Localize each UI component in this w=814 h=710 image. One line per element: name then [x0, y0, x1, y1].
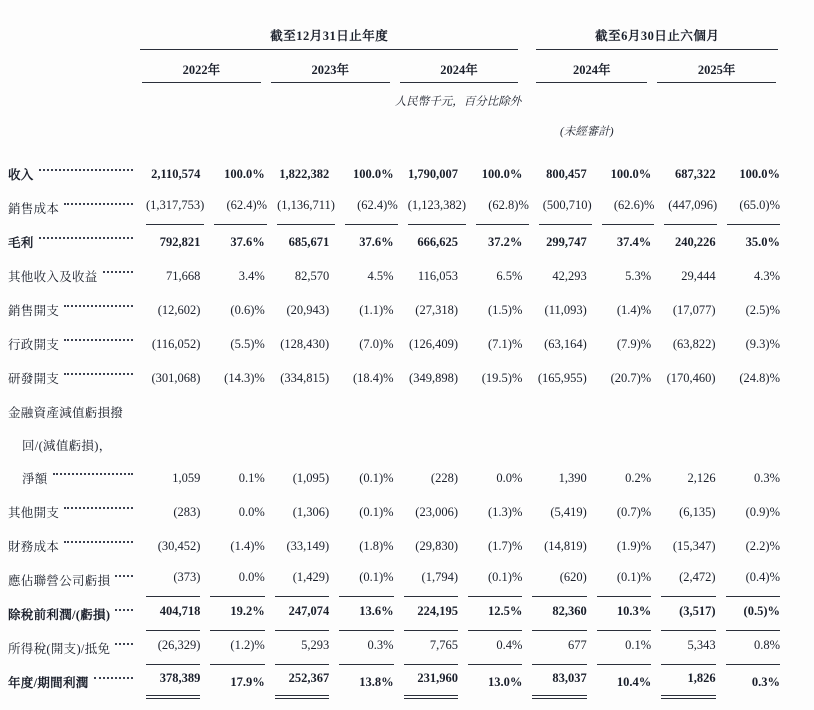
amount-cell: (11,093) — [544, 302, 587, 317]
percent-cell: 100.0% — [352, 166, 394, 181]
table-row — [8, 157, 780, 191]
amount-cell: 7,765 — [404, 631, 458, 665]
percent-cell: 17.9% — [230, 674, 265, 689]
percent-cell: (62.8)% — [476, 191, 529, 225]
percent-cell: 13.6% — [339, 597, 393, 631]
amount-cell: 240,226 — [674, 234, 716, 249]
amount-cell: 83,037 — [532, 665, 586, 699]
year-header-2023: 2023年 — [271, 60, 390, 83]
table-row — [8, 395, 780, 428]
percent-cell: 100.0% — [224, 166, 265, 181]
row-label — [8, 361, 136, 395]
percent-cell: (14.3)% — [224, 370, 265, 385]
amount-cell: 1,822,382 — [279, 166, 330, 181]
amount-cell: (349,898) — [409, 370, 458, 385]
row-label-text: 除稅前利潤/(虧損) — [8, 608, 111, 622]
table-row — [8, 428, 780, 461]
percent-cell: (2.2)% — [745, 538, 780, 553]
percent-cell: 10.4% — [616, 674, 652, 689]
annual-period-title: 截至12月31日止年度 — [270, 29, 389, 43]
table-body — [8, 157, 780, 699]
percent-cell: 100.0% — [739, 166, 780, 181]
percent-cell: (2.5)% — [745, 302, 780, 317]
amount-cell: (128,430) — [280, 336, 330, 351]
row-label — [8, 461, 136, 495]
amount-cell: (23,006) — [415, 504, 458, 519]
percent-cell: 4.5% — [367, 268, 394, 283]
amount-cell: (26,329) — [146, 631, 200, 665]
table-row — [8, 563, 780, 597]
percent-cell: 0.1% — [597, 631, 651, 665]
currency-unit-note: 人民幣千元，百分比除外 — [394, 96, 522, 108]
amount-cell: 247,074 — [275, 597, 329, 631]
amount-cell: 231,960 — [404, 665, 458, 699]
amount-cell: (30,452) — [157, 538, 201, 553]
year-header-2025-interim: 2025年 — [657, 60, 776, 83]
amount-cell: (1,429) — [275, 563, 329, 597]
row-label-text: 其他開支 — [8, 506, 60, 520]
percent-cell: (9.3)% — [745, 336, 780, 351]
percent-cell: 37.6% — [359, 234, 394, 249]
percent-cell: (0.1)% — [339, 563, 393, 597]
amount-cell: 404,718 — [146, 597, 200, 631]
dot-leader — [64, 507, 133, 509]
row-label — [8, 631, 136, 665]
income-statement-table — [8, 10, 780, 699]
unit-note-row — [8, 83, 780, 111]
amount-cell: 2,110,574 — [151, 166, 201, 181]
amount-cell: (2,472) — [661, 563, 715, 597]
amount-cell: 687,322 — [674, 166, 716, 181]
year-header-2024-interim: 2024年 — [536, 60, 647, 83]
percent-cell: (0.6)% — [230, 302, 265, 317]
percent-cell: 0.0% — [238, 504, 265, 519]
row-label-text: 金融資產減值虧損撥 — [8, 405, 124, 420]
amount-cell: (447,096) — [664, 191, 717, 225]
table-row — [8, 259, 780, 293]
amount-cell: (170,460) — [666, 370, 716, 385]
row-label-text: 其他收入及收益 — [8, 270, 98, 284]
amount-cell: (1,095) — [292, 470, 330, 485]
percent-cell: (0.9)% — [745, 504, 780, 519]
percent-cell: (1.7)% — [488, 538, 523, 553]
amount-cell: (165,955) — [537, 370, 587, 385]
dot-leader — [64, 339, 133, 341]
percent-cell: (65.0)% — [727, 191, 780, 225]
dot-leader — [39, 237, 133, 239]
table-row — [8, 665, 780, 699]
percent-cell: (18.4)% — [352, 370, 394, 385]
amount-cell: 1,059 — [172, 470, 201, 485]
percent-cell: 6.5% — [496, 268, 523, 283]
amount-cell: (1,136,711) — [277, 191, 335, 225]
dot-leader — [39, 169, 133, 171]
table-row — [8, 293, 780, 327]
row-label-text: 回/(減值虧損)， — [22, 438, 112, 453]
percent-cell: 0.1% — [238, 470, 265, 485]
annual-period-group — [140, 26, 518, 50]
percent-cell: (7.9)% — [616, 336, 652, 351]
amount-cell: (5,419) — [550, 504, 587, 519]
amount-cell: (373) — [146, 563, 200, 597]
dot-leader — [94, 677, 133, 679]
amount-cell: (301,068) — [151, 370, 201, 385]
row-label — [8, 395, 780, 428]
amount-cell: 299,747 — [546, 234, 587, 249]
row-label — [8, 428, 780, 461]
amount-cell: 378,389 — [146, 665, 200, 699]
dot-leader — [64, 541, 133, 543]
table-row — [8, 361, 780, 395]
amount-cell: (1,317,753) — [146, 191, 204, 225]
amount-cell: 1,390 — [558, 470, 587, 485]
interim-period-group — [536, 26, 778, 50]
amount-cell: 42,293 — [552, 268, 587, 283]
amount-cell: (1,306) — [292, 504, 330, 519]
amount-cell: 252,367 — [275, 665, 329, 699]
percent-cell: 37.2% — [488, 234, 523, 249]
amount-cell: (3,517) — [661, 597, 715, 631]
year-headers-row — [8, 50, 780, 83]
amount-cell: 82,360 — [532, 597, 586, 631]
amount-cell: (17,077) — [672, 302, 716, 317]
row-label-text: 所得稅(開支)/抵免 — [8, 642, 111, 656]
percent-cell: 100.0% — [481, 166, 523, 181]
amount-cell: 685,671 — [288, 234, 330, 249]
amount-cell: (12,602) — [157, 302, 201, 317]
row-label-text: 銷售成本 — [8, 202, 60, 216]
unaudited-note: (未經審計) — [559, 126, 614, 138]
row-label-text: 年度/期間利潤 — [8, 676, 89, 690]
amount-cell: 5,293 — [275, 631, 329, 665]
percent-cell: (20.7)% — [610, 370, 652, 385]
amount-cell: (334,815) — [280, 370, 330, 385]
dot-leader — [115, 575, 133, 577]
percent-cell: (0.5)% — [726, 597, 780, 631]
percent-cell: 13.8% — [359, 674, 394, 689]
row-label-text: 銷售開支 — [8, 304, 60, 318]
amount-cell: 82,570 — [294, 268, 330, 283]
year-header-2024: 2024年 — [400, 60, 519, 83]
row-label-text: 應佔聯營公司虧損 — [8, 574, 111, 588]
percent-cell: 0.4% — [468, 631, 522, 665]
percent-cell: 5.3% — [625, 268, 652, 283]
amount-cell: 116,053 — [417, 268, 458, 283]
percent-cell: 13.0% — [488, 674, 523, 689]
row-label — [8, 665, 136, 699]
row-label-text: 財務成本 — [8, 540, 60, 554]
amount-cell: 666,625 — [417, 234, 458, 249]
table-row — [8, 225, 780, 259]
amount-cell: 792,821 — [159, 234, 201, 249]
row-label — [8, 259, 136, 293]
dot-leader — [115, 643, 133, 645]
amount-cell: (63,164) — [544, 336, 587, 351]
dot-leader — [64, 203, 133, 205]
amount-cell: 1,826 — [661, 665, 715, 699]
amount-cell: (6,135) — [679, 504, 716, 519]
row-label — [8, 191, 136, 225]
amount-cell: (15,347) — [672, 538, 716, 553]
row-label — [8, 495, 136, 529]
table-row — [8, 191, 780, 225]
amount-cell: (14,819) — [544, 538, 587, 553]
amount-cell: (63,822) — [672, 336, 716, 351]
row-label — [8, 597, 136, 631]
amount-cell: 5,343 — [661, 631, 715, 665]
amount-cell: (29,830) — [415, 538, 458, 553]
dot-leader — [103, 271, 133, 273]
table-row — [8, 631, 780, 665]
percent-cell: 0.0% — [496, 470, 523, 485]
amount-cell: (20,943) — [286, 302, 330, 317]
percent-cell: (1.3)% — [488, 504, 523, 519]
percent-cell: (0.1)% — [359, 504, 394, 519]
percent-cell: (1.4)% — [616, 302, 652, 317]
row-label — [8, 327, 136, 361]
amount-cell: 1,790,007 — [408, 166, 458, 181]
percent-cell: (5.5)% — [230, 336, 265, 351]
percent-cell: (0.4)% — [726, 563, 780, 597]
table-row — [8, 597, 780, 631]
row-label-text: 行政開支 — [8, 338, 60, 352]
amount-cell: (27,318) — [415, 302, 458, 317]
percent-cell: 12.5% — [468, 597, 522, 631]
amount-cell: (228) — [430, 470, 458, 485]
percent-cell: (62.4)% — [214, 191, 267, 225]
percent-cell: 0.8% — [726, 631, 780, 665]
percent-cell: (0.1)% — [468, 563, 522, 597]
percent-cell: (0.7)% — [616, 504, 652, 519]
amount-cell: (126,409) — [409, 336, 458, 351]
percent-cell: 4.3% — [753, 268, 780, 283]
unaudited-note-row — [8, 111, 780, 141]
percent-cell: (1.2)% — [210, 631, 264, 665]
row-label — [8, 225, 136, 259]
table-row — [8, 495, 780, 529]
amount-cell: (620) — [532, 563, 586, 597]
percent-cell: 0.3% — [753, 470, 780, 485]
table-row — [8, 461, 780, 495]
row-label — [8, 293, 136, 327]
dot-leader — [53, 473, 133, 475]
interim-period-title: 截至6月30日止六個月 — [595, 29, 720, 43]
percent-cell: 19.2% — [210, 597, 264, 631]
percent-cell: 0.3% — [339, 631, 393, 665]
percent-cell: (1.9)% — [616, 538, 652, 553]
amount-cell: 224,195 — [404, 597, 458, 631]
amount-cell: 29,444 — [681, 268, 716, 283]
table-row — [8, 327, 780, 361]
table-row — [8, 529, 780, 563]
period-groups-row — [8, 10, 780, 50]
amount-cell: 71,668 — [166, 268, 201, 283]
percent-cell: (7.1)% — [488, 336, 523, 351]
row-label-text: 收入 — [8, 168, 34, 182]
percent-cell: 35.0% — [745, 234, 780, 249]
percent-cell: 0.0% — [210, 563, 264, 597]
percent-cell: (62.6)% — [602, 191, 655, 225]
dot-leader — [64, 305, 133, 307]
row-label-text: 研發開支 — [8, 372, 60, 386]
percent-cell: 0.3% — [751, 674, 780, 689]
row-label — [8, 157, 136, 191]
percent-cell: (0.1)% — [597, 563, 651, 597]
percent-cell: (1.8)% — [359, 538, 394, 553]
year-header-2022: 2022年 — [142, 60, 261, 83]
percent-cell: (0.1)% — [359, 470, 394, 485]
percent-cell: 37.4% — [616, 234, 652, 249]
percent-cell: 3.4% — [238, 268, 265, 283]
percent-cell: 10.3% — [597, 597, 651, 631]
amount-cell: (283) — [173, 504, 201, 519]
amount-cell: (116,052) — [151, 336, 201, 351]
dot-leader — [64, 373, 133, 375]
percent-cell: 0.2% — [625, 470, 652, 485]
row-label-text: 淨額 — [22, 472, 48, 486]
amount-cell: 677 — [532, 631, 586, 665]
amount-cell: 2,126 — [687, 470, 716, 485]
row-label-text: 毛利 — [8, 236, 34, 250]
amount-cell: 800,457 — [546, 166, 587, 181]
percent-cell: (62.4)% — [345, 191, 398, 225]
amount-cell: (500,710) — [539, 191, 592, 225]
percent-cell: (24.8)% — [739, 370, 780, 385]
amount-cell: (1,794) — [404, 563, 458, 597]
percent-cell: 37.6% — [230, 234, 265, 249]
percent-cell: (1.5)% — [488, 302, 523, 317]
percent-cell: (1.4)% — [230, 538, 265, 553]
percent-cell: (7.0)% — [359, 336, 394, 351]
row-label — [8, 563, 136, 597]
amount-cell: (33,149) — [286, 538, 330, 553]
row-label — [8, 529, 136, 563]
percent-cell: (19.5)% — [481, 370, 523, 385]
percent-cell: (1.1)% — [359, 302, 394, 317]
percent-cell: 100.0% — [610, 166, 652, 181]
amount-cell: (1,123,382) — [408, 191, 466, 225]
dot-leader — [115, 609, 133, 611]
